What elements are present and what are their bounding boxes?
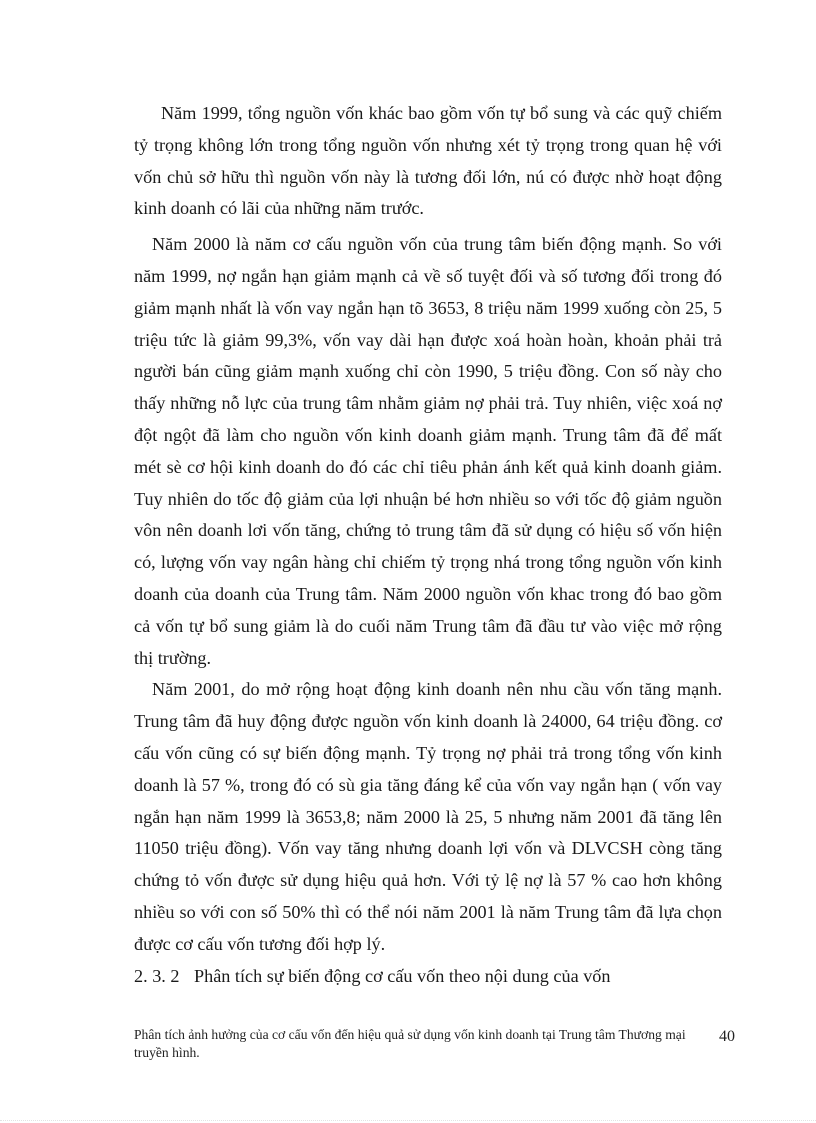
page-number: 40 [719, 1028, 735, 1045]
paragraph-2: Năm 2000 là năm cơ cấu nguồn vốn của trung tâm biến động mạnh. So với năm 1999, nợ ngắn hạn giảm mạnh cả về số tuyệt đối và số tương đối trong đó giảm mạnh nhất là vốn vay ngắn hạn tõ 3653, 8 triệu năm 1999 xuống còn 25, 5 triệu tức là giảm 99,3%, vốn vay dài hạn được xoá hoàn hoàn, khoản phải trả người bán cũng giảm mạnh xuống chỉ còn 1990, 5 triệu đồng. Con số này cho thấy những nỗ lực của trung tâm nhằm giảm nợ phải trả. Tuy nhiên, việc xoá nợ đột ngột đã làm cho nguồn vốn kinh doanh giảm mạnh. Trung tâm đã để mất mét sè cơ hội kinh doanh do đó các chỉ tiêu phản ánh kết quả kinh doanh giảm. Tuy nhiên do tốc độ giảm của lợi nhuận bé hơn nhiều so với tốc độ giảm nguồn vôn nên doanh lơi vốn tăng, chứng tỏ trung tâm đã sử dụng có hiệu số vốn hiện có, lượng vốn vay ngân hàng chỉ chiếm tỷ trọng nhá trong tổng nguồn vốn kinh doanh của doanh của Trung tâm. Năm 2000 nguồn vốn khac trong đó bao gồm cả vốn tự bổ sung giảm là do cuối năm Trung tâm đã đầu tư vào việc mở rộng thị trường. [134, 234, 722, 668]
paragraph-1: Năm 1999, tổng nguồn vốn khác bao gồm vốn tự bổ sung và các quỹ chiếm tỷ trọng không lớn trong tổng nguồn vốn nhưng xét tỷ trọng trong quan hệ với vốn chủ sở hữu thì nguồn vốn này là tương đối lớn, nú có được nhờ hoạt động kinh doanh có lãi của những năm trước. [134, 103, 722, 219]
section-heading-number: 2. 3. 2 [134, 965, 180, 986]
page-bottom-divider [0, 1120, 816, 1121]
paragraph-3: Năm 2001, do mở rộng hoạt động kinh doanh nên nhu cầu vốn tăng mạnh. Trung tâm đã huy động được nguồn vốn kinh doanh là 24000, 64 triệu đồng. cơ cấu vốn cũng có sự biến động mạnh. Tỷ trọng nợ phải trả trong tổng vốn kinh doanh là 57 %, trong đó có sù gia tăng đáng kể của vốn vay ngắn hạn ( vốn vay ngắn hạn năm 1999 là 3653,8; năm 2000 là 25, 5 nhưng năm 2001 đã tăng lên 11050 triệu đồng). Vốn vay tăng nhưng doanh lợi vốn và DLVCSH còng tăng chứng tỏ vốn được sử dụng hiệu quả hơn. Với tỷ lệ nợ là 57 % cao hơn không nhiều so với con số 50% thì có thể nói năm 2001 là năm Trung tâm đã lựa chọn được cơ cấu vốn tương đối hợp lý. [134, 679, 722, 954]
page-footer: Phân tích ảnh hưởng của cơ cấu vốn đến hiệu quả sử dụng vốn kinh doanh tại Trung tâm Thương mại truyền hình. [134, 1027, 686, 1060]
section-heading-text: Phân tích sự biến động cơ cấu vốn theo nội dung của vốn [194, 965, 611, 986]
body-text [134, 98, 722, 992]
section-heading [134, 961, 722, 993]
